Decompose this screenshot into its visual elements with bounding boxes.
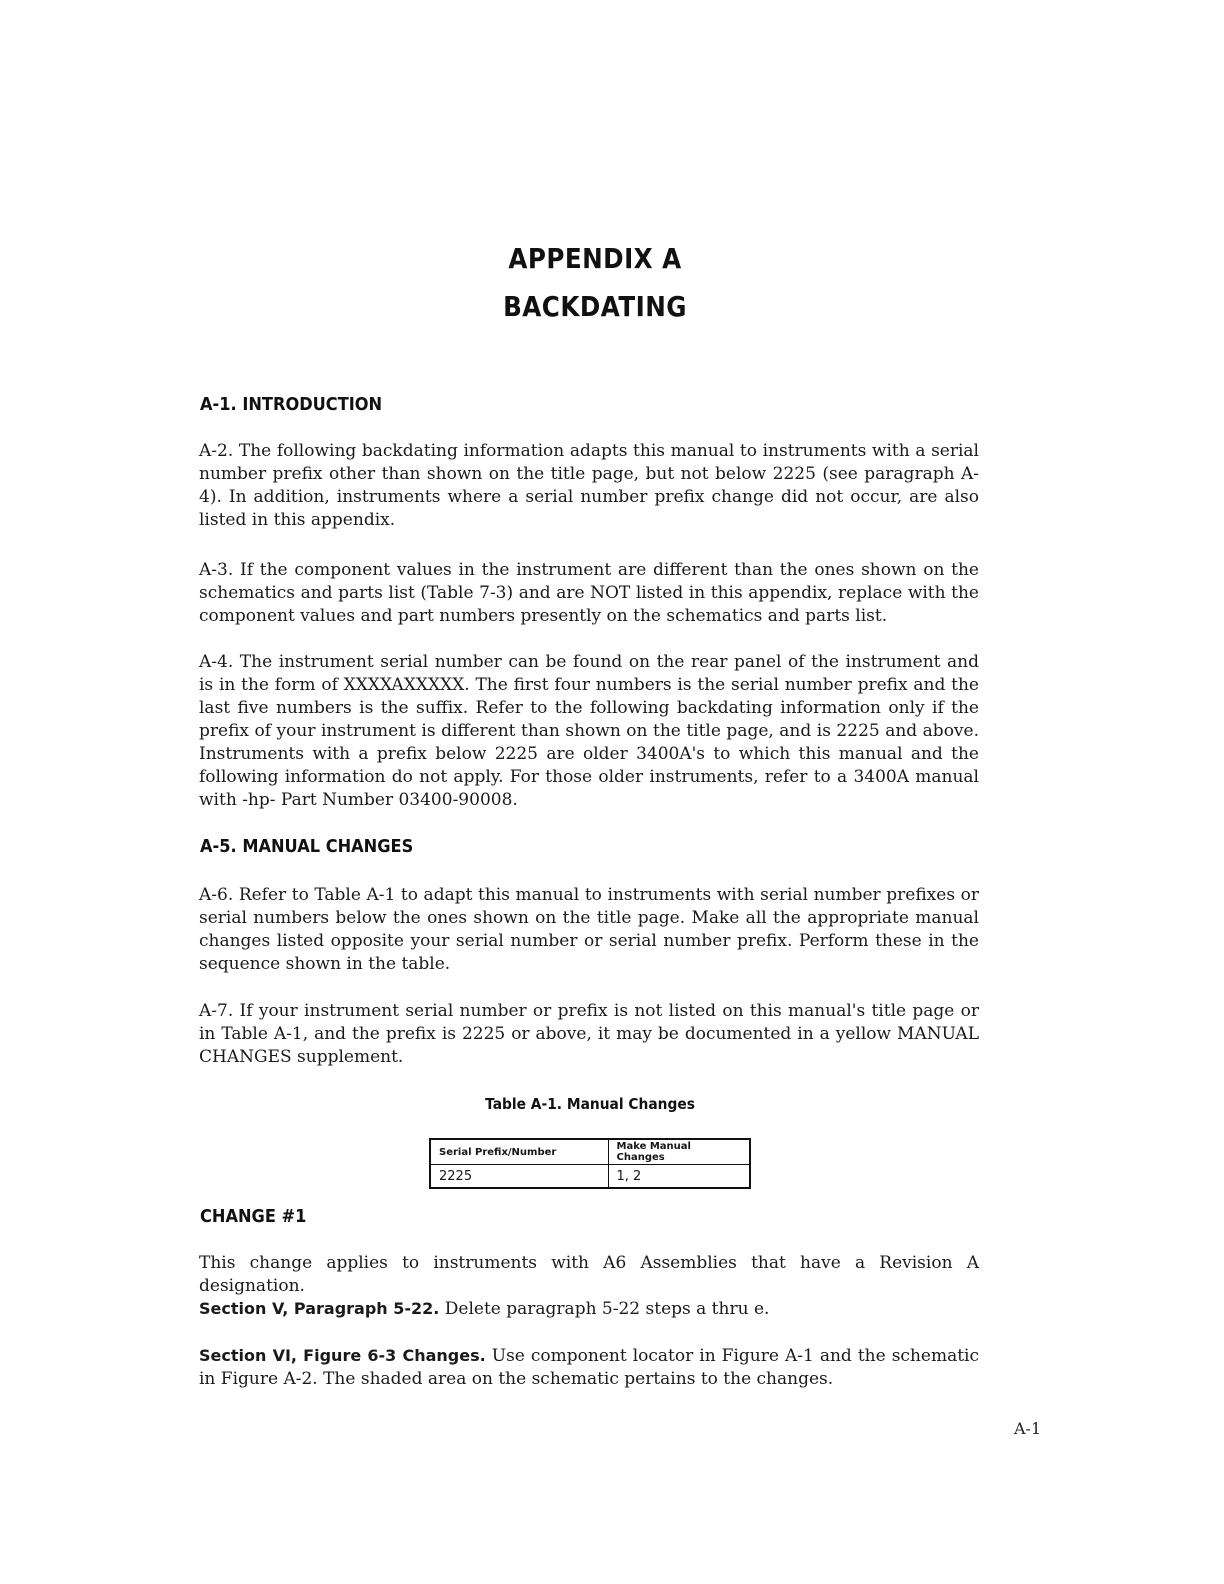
intro-heading: A-1. INTRODUCTION [200,394,383,415]
paragraph-a2: A-2. The following backdating information adapts this manual to instruments with a serial number prefix other than shown on the title page, but not below 2225 (see paragraph A-4). In addition, instruments where a serial number prefix change did not occur, are also listed in this appendix. [199,441,979,530]
section6-text: Use component locator in Figure A-1 and the schematic in Figure A-2. The shaded area on the schematic pertains to the changes. [199,1346,979,1389]
change1-description: This change applies to instruments with A6 Assemblies that have a Revision A designation. [199,1253,979,1296]
table-cell-serial: 2225 [430,1165,608,1189]
table-header-changes: Make Manual Changes [608,1139,750,1165]
section5-label: Section V, Paragraph 5-22. [199,1299,440,1318]
table-header-serial: Serial Prefix/Number [430,1139,608,1165]
appendix-title: APPENDIX A [508,242,682,275]
manual-changes-table [429,1138,751,1189]
paragraph-a3: A-3. If the component values in the instrument are different than the ones shown on the schematics and parts list (Table 7-3) and are NOT listed in this appendix, replace with the component values and part numbers presently on the schematics and parts list. [199,560,979,626]
table-cell-changes: 1, 2 [608,1165,750,1189]
table-header-row [430,1139,750,1165]
change1-heading: CHANGE #1 [200,1206,307,1227]
section6-label: Section VI, Figure 6-3 Changes. [199,1346,486,1365]
change1-section5 [199,1297,979,1321]
table-row [430,1165,750,1189]
change1-section6 [199,1344,979,1391]
manual-changes-heading: A-5. MANUAL CHANGES [200,836,414,857]
section5-text: Delete paragraph 5-22 steps a thru e. [444,1299,770,1319]
table-caption: Table A-1. Manual Changes [485,1095,695,1113]
appendix-subtitle: BACKDATING [503,290,687,323]
paragraph-a4: A-4. The instrument serial number can be found on the rear panel of the instrument and is in the form of XXXXAXXXXX. The first four numbers is the serial number prefix and the last five numbers is the suffix. Refer to the following backdating information only if the prefix of your instrument is different than shown on the title page, and is 2225 and above. Instruments with a prefix below 2225 are older 3400A's to which this manual and the following information do not apply. For those older instruments, refer to a 3400A manual with -hp- Part Number 03400-90008. [199,652,979,810]
page-number: A-1 [1014,1419,1042,1438]
paragraph-a7: A-7. If your instrument serial number or prefix is not listed on this manual's title page or in Table A-1, and the prefix is 2225 or above, it may be documented in a yellow MANUAL CHANGES supplement. [199,1001,979,1067]
paragraph-a6: A-6. Refer to Table A-1 to adapt this manual to instruments with serial number prefixes or serial numbers below the ones shown on the title page. Make all the appropriate manual changes listed opposite your serial number or serial number prefix. Perform these in the sequence shown in the table. [199,885,979,974]
